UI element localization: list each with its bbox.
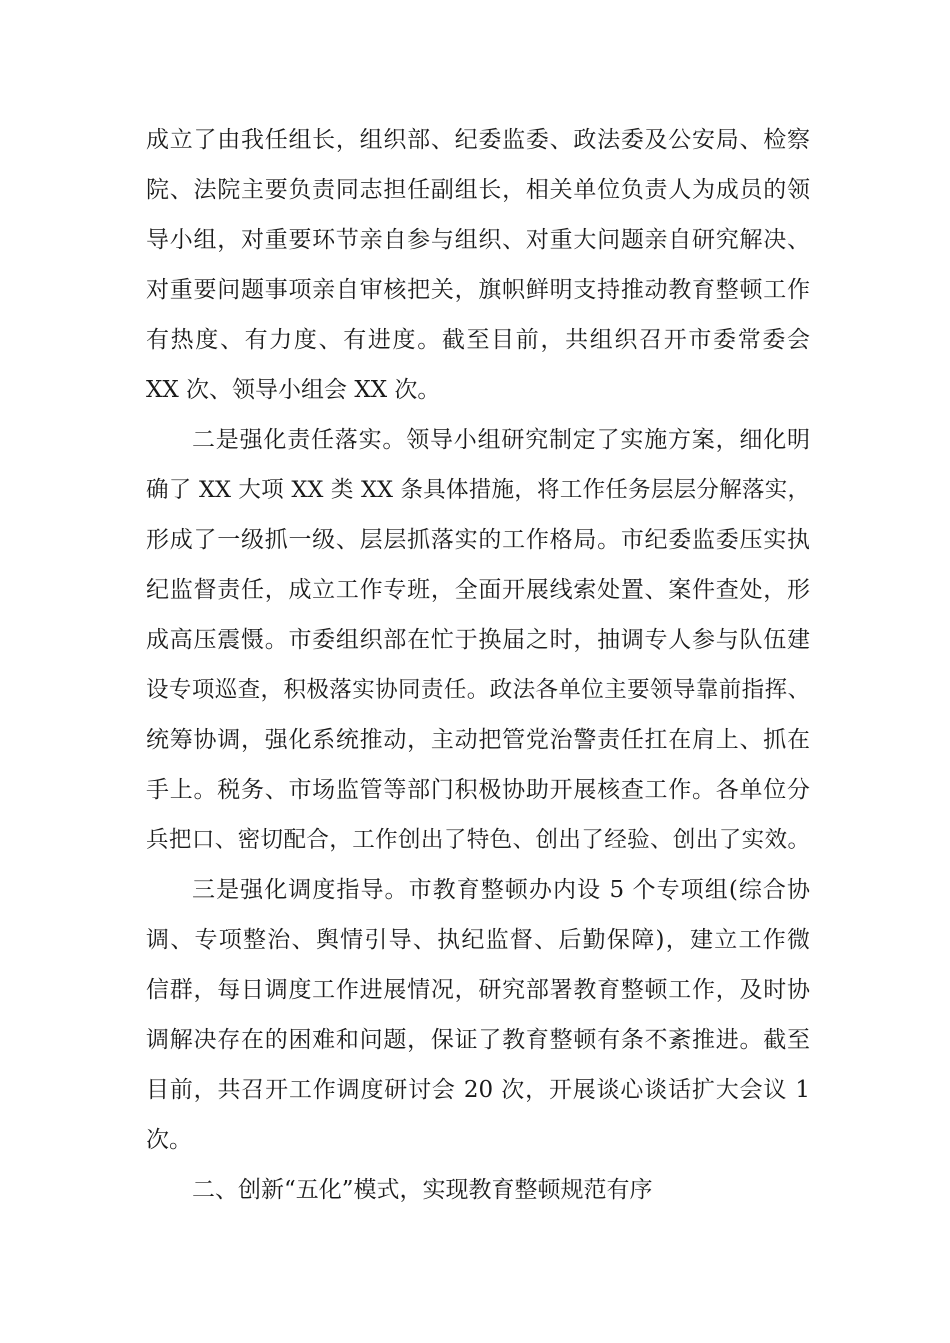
- text-line: 成立了由我任组长，组织部、纪委监委、政法委及公安局、检察: [146, 127, 810, 153]
- text-line: 成高压震慑。市委组织部在忙于换届之时，抽调专人参与队伍建: [146, 627, 810, 653]
- text-line: 导小组，对重要环节亲自参与组织、对重大问题亲自研究解决、: [146, 227, 810, 253]
- text-line: 调、专项整治、舆情引导、执纪监督、后勤保障)，建立工作微: [146, 927, 810, 953]
- text-line: 三是强化调度指导。市教育整顿办内设 5 个专项组(综合协: [192, 877, 810, 903]
- text-line: 形成了一级抓一级、层层抓落实的工作格局。市纪委监委压实执: [146, 527, 810, 553]
- text-line: 信群，每日调度工作进展情况，研究部署教育整顿工作，及时协: [146, 977, 810, 1003]
- text-line: 手上。税务、市场监管等部门积极协助开展核查工作。各单位分: [146, 777, 810, 803]
- text-line: 二是强化责任落实。领导小组研究制定了实施方案，细化明: [192, 427, 810, 453]
- text-line: 纪监督责任，成立工作专班，全面开展线索处置、案件查处，形: [146, 577, 810, 603]
- text-line: 统筹协调，强化系统推动，主动把管党治警责任扛在肩上、抓在: [146, 727, 810, 753]
- text-line: 目前，共召开工作调度研讨会 20 次，开展谈心谈话扩大会议 1: [146, 1077, 810, 1103]
- document-body: [146, 115, 810, 1215]
- text-line: 有热度、有力度、有进度。截至目前，共组织召开市委常委会: [146, 327, 810, 353]
- text-line: 对重要问题事项亲自审核把关，旗帜鲜明支持推动教育整顿工作: [146, 277, 810, 303]
- text-line: 设专项巡查，积极落实协同责任。政法各单位主要领导靠前指挥、: [146, 677, 810, 703]
- text-line: 次。: [146, 1127, 192, 1153]
- text-line: 二、创新“五化”模式，实现教育整顿规范有序: [192, 1177, 653, 1203]
- text-line: 兵把口、密切配合，工作创出了特色、创出了经验、创出了实效。: [146, 827, 810, 853]
- text-line: 确了 XX 大项 XX 类 XX 条具体措施，将工作任务层层分解落实，: [146, 477, 810, 503]
- text-line: 院、法院主要负责同志担任副组长，相关单位负责人为成员的领: [146, 177, 810, 203]
- text-line: XX 次、领导小组会 XX 次。: [146, 377, 441, 403]
- text-line: 调解决存在的困难和问题，保证了教育整顿有条不紊推进。截至: [146, 1027, 810, 1053]
